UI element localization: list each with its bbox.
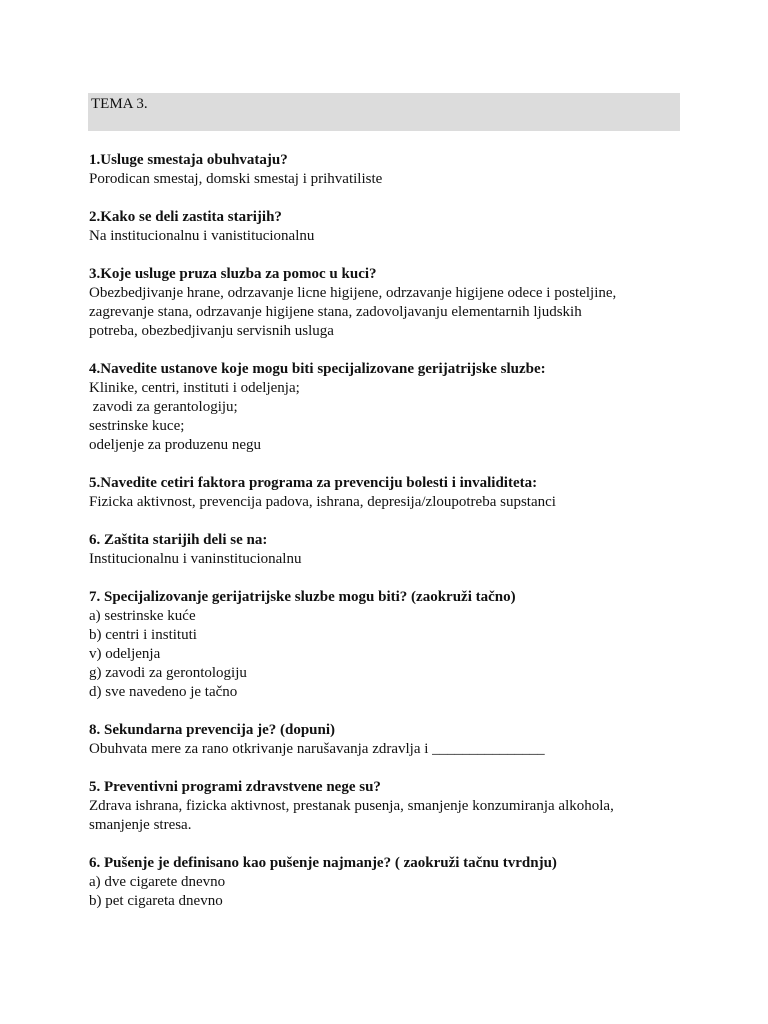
- qa-item-1: [89, 151, 689, 189]
- topic-title: TEMA 3.: [91, 96, 148, 112]
- answer-option: g) zavodi za gerontologiju: [89, 665, 247, 681]
- topic-header: [88, 93, 680, 131]
- answer-option: v) odeljenja: [89, 646, 161, 662]
- question-text: 3.Koje usluge pruza sluzba za pomoc u kuci?: [89, 266, 377, 282]
- question-text: 8. Sekundarna prevencija je? (dopuni): [89, 722, 336, 738]
- question-text: 7. Specijalizovanje gerijatrijske sluzbe mogu biti? (zaokruži tačno): [89, 589, 516, 605]
- question-text: 5.Navedite cetiri faktora programa za prevenciju bolesti i invaliditeta:: [89, 475, 538, 491]
- answer-line: Porodican smestaj, domski smestaj i prihvatiliste: [89, 171, 383, 187]
- question-list: [89, 151, 689, 930]
- answer-line: Institucionalnu i vaninstitucionalnu: [89, 551, 302, 567]
- answer-option: a) sestrinske kuće: [89, 608, 196, 624]
- answer-option: d) sve navedeno je tačno: [89, 684, 238, 700]
- question-text: 2.Kako se deli zastita starijih?: [89, 209, 282, 225]
- question-text: 1.Usluge smestaja obuhvataju?: [89, 152, 288, 168]
- question-text: 6. Pušenje je definisano kao pušenje najmanje? ( zaokruži tačnu tvrdnju): [89, 855, 557, 871]
- qa-item-3: [89, 265, 689, 341]
- qa-item-6: [89, 531, 689, 569]
- answer-option: b) pet cigareta dnevno: [89, 893, 223, 909]
- answer-line: Na institucionalnu i vanistitucionalnu: [89, 228, 315, 244]
- answer-line: Obuhvata mere za rano otkrivanje narušavanja zdravlja i _______________: [89, 741, 545, 757]
- answer-line: Fizicka aktivnost, prevencija padova, ishrana, depresija/zloupotreba supstanci: [89, 494, 556, 510]
- answer-line: Klinike, centri, instituti i odeljenja;: [89, 380, 300, 396]
- qa-item-5: [89, 474, 689, 512]
- answer-option: a) dve cigarete dnevno: [89, 874, 226, 890]
- question-text: 4.Navedite ustanove koje mogu biti specijalizovane gerijatrijske sluzbe:: [89, 361, 546, 377]
- qa-item-4: [89, 360, 689, 455]
- answer-line: sestrinske kuce;: [89, 418, 185, 434]
- answer-line: Zdrava ishrana, fizicka aktivnost, prestanak pusenja, smanjenje konzumiranja alkohola,: [89, 798, 614, 814]
- answer-line: potreba, obezbedjivanju servisnih usluga: [89, 323, 334, 339]
- qa-item-7: [89, 588, 689, 702]
- answer-line: zavodi za gerantologiju;: [89, 399, 238, 415]
- answer-line: odeljenje za produzenu negu: [89, 437, 262, 453]
- qa-item-10: [89, 854, 689, 911]
- qa-item-8: [89, 721, 689, 759]
- qa-item-2: [89, 208, 689, 246]
- answer-line: smanjenje stresa.: [89, 817, 192, 833]
- answer-line: Obezbedjivanje hrane, odrzavanje licne higijene, odrzavanje higijene odece i posteljine,: [89, 285, 617, 301]
- answer-line: zagrevanje stana, odrzavanje higijene stana, zadovoljavanju elementarnih ljudskih: [89, 304, 582, 320]
- question-text: 6. Zaštita starijih deli se na:: [89, 532, 268, 548]
- question-text: 5. Preventivni programi zdravstvene nege su?: [89, 779, 381, 795]
- answer-option: b) centri i instituti: [89, 627, 197, 643]
- qa-item-9: [89, 778, 689, 835]
